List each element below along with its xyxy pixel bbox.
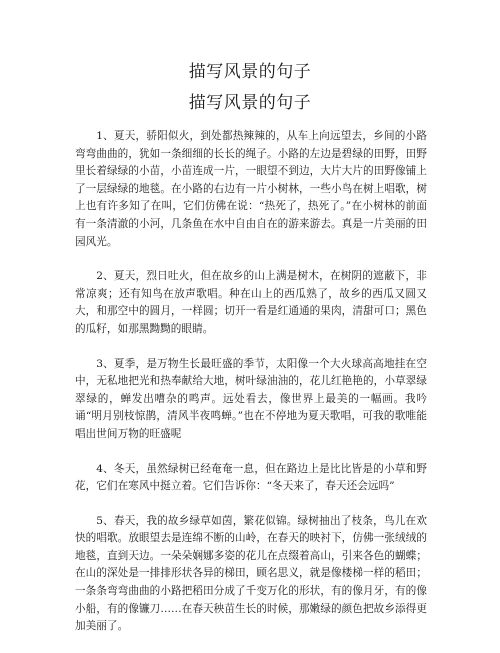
paragraph-1: 1、夏天，骄阳似火，到处都热辣辣的，从车上向远望去，乡间的小路弯弯曲曲的，犹如一条细细的长长的绳子。小路的左边是碧绿的田野，田野里长着绿绿的小苗，小苗连成一片，一眼望不到边，大片大片的田野像铺上了一层绿绿的地毯。在小路的右边有一片小树林，一些小鸟在树上唱歌，树上也有许多知了在叫，它们仿佛在说：“热死了，热死了。”在小树林的前面有一条清澈的小河，几条鱼在水中自由自在的游来游去。真是一片美丽的田园风光。: [75, 130, 427, 248]
paragraph-5: 5、春天，我的故乡绿草如茵，繁花似锦。绿树抽出了枝条，鸟儿在欢快的唱歌。放眼望去是连绵不断的山岭，在春天的映衬下，仿佛一张绒绒的地毯，直到天边。一朵朵娴娜多姿的花儿在点缀着高山，引来各色的蝴蝶；在山的深处是一排排形状各异的梯田，顾名思义，就是像楼梯一样的稻田；一条条弯弯曲曲的小路把稻田分成了千变万化的形状，有的像月牙，有的像小船，有的像镰刀……在春天秧苗生长的时候，那嫩绿的颜色把故乡添得更加美丽了。: [75, 514, 427, 633]
paragraph-4: 4、冬天，虽然绿树已经奄奄一息，但在路边上是比比皆是的小草和野花，它们在寒风中挺立着。它们告诉你：“冬天来了，春天还会远吗”: [75, 462, 427, 493]
paragraph-3: 3、夏季，是万物生长最旺盛的季节，太阳像一个大火球高高地挂在空中，无私地把光和热奉献给大地，树叶绿油油的，花儿红艳艳的，小草翠绿翠绿的，蝉发出嘈杂的鸣声。远处看去，像世界上最美的一幅画。我吟诵“明月别枝惊鹊，清风半夜鸣蝉。”也在不停地为夏天歌唱，可我的歌唯能唱出世间万物的旺盛呢: [75, 357, 427, 440]
document-subtitle: 描写风景的句子: [188, 93, 312, 113]
document-title: 描写风景的句子: [188, 62, 312, 82]
document-body: [75, 128, 427, 653]
paragraph-2: 2、夏天，烈日吐火，但在故乡的山上满是树木，在树阴的遮蔽下，非常凉爽；还有知鸟在放声歌唱。种在山上的西瓜熟了，故乡的西瓜又圆又大，和那空中的圆月，一样圆；切开一看是红通通的果肉，清甜可口；黑色的瓜籽，如那黑黝黝的眼睛。: [75, 270, 427, 335]
